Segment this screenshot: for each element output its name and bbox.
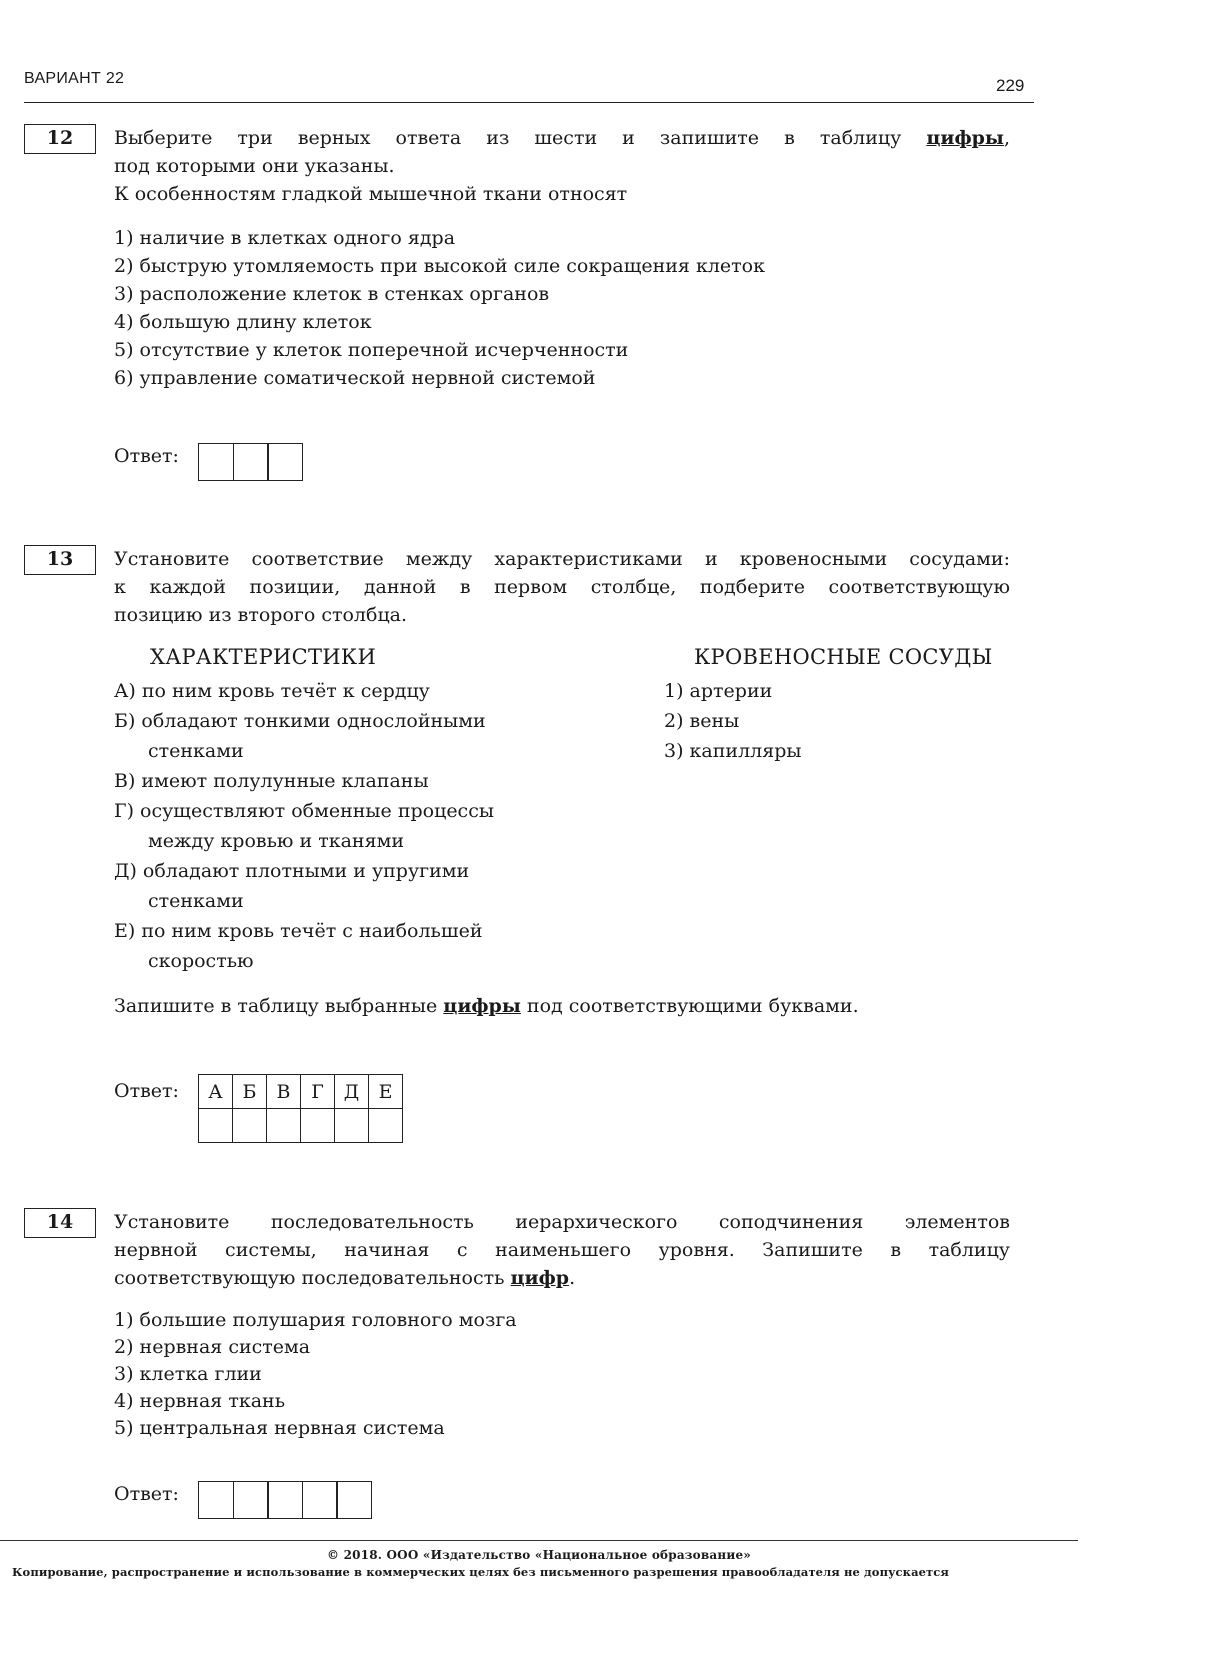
- variant-label: ВАРИАНТ 22: [24, 70, 125, 87]
- letter-header-a: А: [199, 1075, 233, 1109]
- answer-cell[interactable]: [301, 1109, 335, 1143]
- letter-header-b: Б: [233, 1075, 267, 1109]
- characteristic-item: Е) по ним кровь течёт с наибольшей: [114, 920, 483, 942]
- question-14-intro-line3: соответствующую последовательность цифр.: [114, 1267, 576, 1289]
- question-12-number: 12: [24, 124, 96, 154]
- question-14-answer-label: Ответ:: [114, 1483, 179, 1505]
- question-12-answer-boxes: [198, 443, 303, 481]
- footer-divider: [0, 1540, 1078, 1541]
- answer-cell[interactable]: [302, 1481, 338, 1519]
- answer-cell[interactable]: [335, 1109, 369, 1143]
- answer-cell[interactable]: [198, 1481, 234, 1519]
- question-14-intro-line1: Установите последовательность иерархического соподчинения элементов: [114, 1211, 1010, 1233]
- question-13-answer-label: Ответ:: [114, 1080, 179, 1102]
- question-13-instruction: Запишите в таблицу выбранные цифры под соответствующими буквами.: [114, 995, 859, 1017]
- answer-cell[interactable]: [198, 443, 234, 481]
- question-14-option: 3) клетка глии: [114, 1363, 262, 1385]
- question-14-option: 5) центральная нервная система: [114, 1417, 445, 1439]
- vessels-heading: КРОВЕНОСНЫЕ СОСУДЫ: [694, 645, 993, 669]
- vessel-item: 3) капилляры: [664, 740, 802, 762]
- question-12-option: 2) быструю утомляемость при высокой силе сокращения клеток: [114, 255, 765, 277]
- question-12-option: 3) расположение клеток в стенках органов: [114, 283, 550, 305]
- letter-header-v: В: [267, 1075, 301, 1109]
- answer-cell[interactable]: [267, 1109, 301, 1143]
- question-13-answer-table: [198, 1074, 403, 1143]
- characteristic-item: Б) обладают тонкими однослойными: [114, 710, 486, 732]
- vessel-item: 1) артерии: [664, 680, 773, 702]
- characteristic-item-continued: стенками: [148, 740, 244, 762]
- vessel-item: 2) вены: [664, 710, 740, 732]
- answer-cell[interactable]: [267, 1481, 303, 1519]
- characteristic-item-continued: скоростью: [148, 950, 254, 972]
- letter-header-g: Г: [301, 1075, 335, 1109]
- characteristics-heading: ХАРАКТЕРИСТИКИ: [150, 645, 377, 669]
- answer-cell[interactable]: [336, 1481, 372, 1519]
- question-14-number: 14: [24, 1208, 96, 1238]
- question-14-option: 4) нервная ткань: [114, 1390, 286, 1412]
- question-12-answer-label: Ответ:: [114, 445, 179, 467]
- answer-cell[interactable]: [233, 1481, 269, 1519]
- answer-cell[interactable]: [369, 1109, 403, 1143]
- question-12-intro-line2: под которыми они указаны.: [114, 155, 395, 177]
- question-14-option: 1) большие полушария головного мозга: [114, 1309, 517, 1331]
- question-12-option: 5) отсутствие у клеток поперечной исчерченности: [114, 339, 629, 361]
- question-12-option: 1) наличие в клетках одного ядра: [114, 227, 456, 249]
- question-14-answer-boxes: [198, 1481, 372, 1519]
- characteristic-item: В) имеют полулунные клапаны: [114, 770, 429, 792]
- question-12-option: 4) большую длину клеток: [114, 311, 372, 333]
- footer-copyright: © 2018. ООО «Издательство «Национальное образование»: [327, 1548, 751, 1562]
- question-13-number: 13: [24, 545, 96, 575]
- answer-cell[interactable]: [233, 443, 269, 481]
- footer-notice: Копирование, распространение и использование в коммерческих целях без письменного разрешения правообладателя не допускается: [12, 1565, 949, 1579]
- question-14-option: 2) нервная система: [114, 1336, 311, 1358]
- characteristic-item: А) по ним кровь течёт к сердцу: [114, 680, 430, 702]
- answer-cell[interactable]: [199, 1109, 233, 1143]
- letter-header-e: Е: [369, 1075, 403, 1109]
- question-12-intro-line1: Выберите три верных ответа из шести и запишите в таблицу цифры,: [114, 127, 1010, 149]
- question-13-intro-line3: позицию из второго столбца.: [114, 604, 408, 626]
- question-12-intro-line3: К особенностям гладкой мышечной ткани относят: [114, 183, 628, 205]
- answer-cell[interactable]: [267, 443, 303, 481]
- letter-header-d: Д: [335, 1075, 369, 1109]
- header-divider: [24, 102, 1034, 103]
- page-number: 229: [996, 76, 1025, 95]
- question-12-option: 6) управление соматической нервной системой: [114, 367, 596, 389]
- answer-cell[interactable]: [233, 1109, 267, 1143]
- question-14-intro-line2: нервной системы, начиная с наименьшего уровня. Запишите в таблицу: [114, 1239, 1010, 1261]
- question-13-intro-line2: к каждой позиции, данной в первом столбце, подберите соответствующую: [114, 576, 1010, 598]
- question-13-intro-line1: Установите соответствие между характеристиками и кровеносными сосудами:: [114, 548, 1010, 570]
- characteristic-item-continued: стенками: [148, 890, 244, 912]
- characteristic-item-continued: между кровью и тканями: [148, 830, 405, 852]
- characteristic-item: Г) осуществляют обменные процессы: [114, 800, 494, 822]
- characteristic-item: Д) обладают плотными и упругими: [114, 860, 470, 882]
